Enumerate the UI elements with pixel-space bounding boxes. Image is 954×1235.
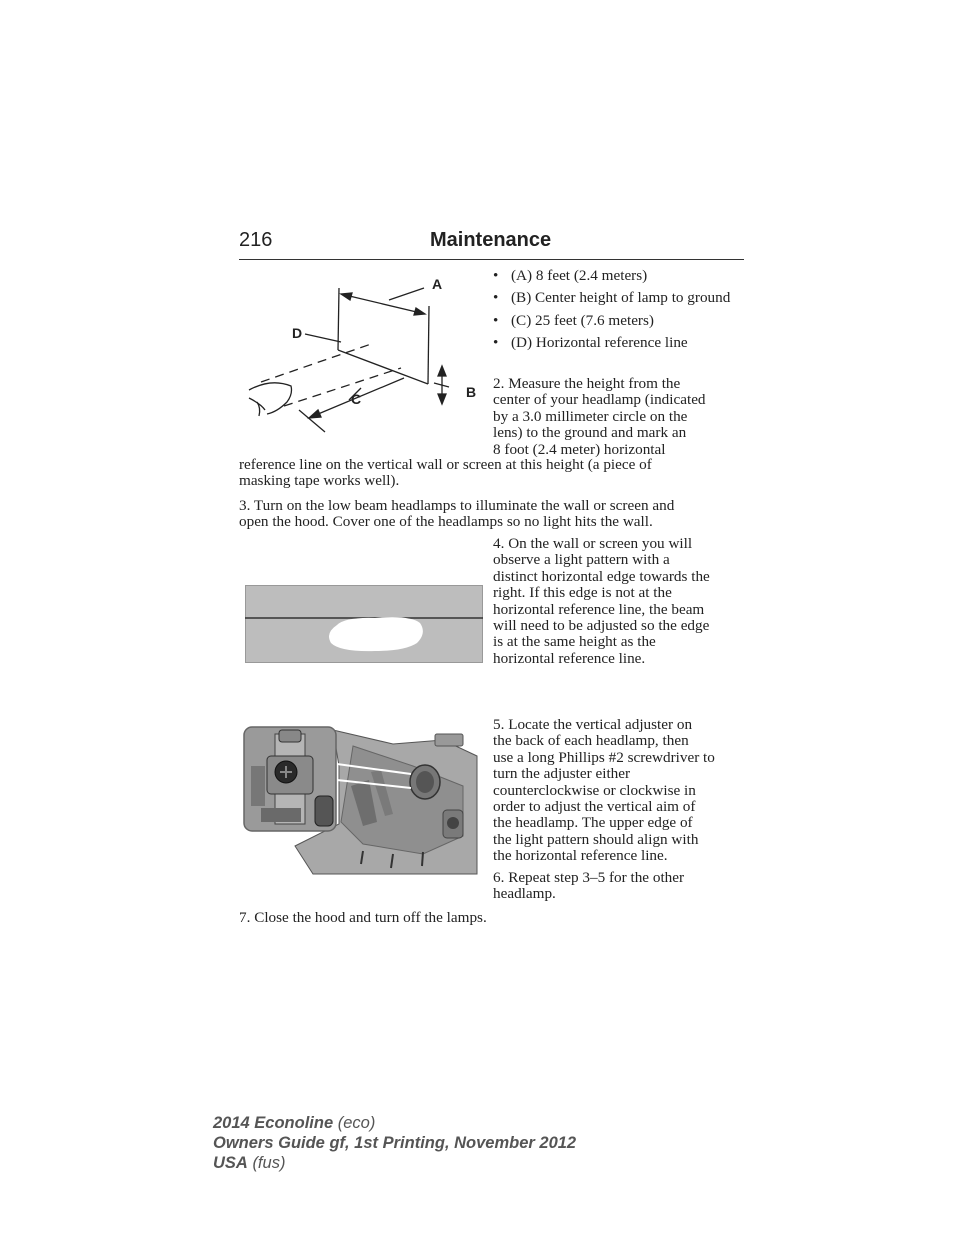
step-2-column-text: 2. Measure the height from the center of your headlamp (indicated by a 3.0 millimeter circle on the lens) to the ground and mark an 8 foot (2.4 meter) horizontal [493,375,706,458]
headlamp-aim-diagram [239,270,489,438]
footer-market-code: (fus) [252,1154,286,1172]
legend-item: • (A) 8 feet (2.4 meters) [493,267,648,284]
step-6-text: 6. Repeat step 3–5 for the other headlamp. [493,869,685,903]
legend-item: • (D) Horizontal reference line [493,334,688,352]
light-pattern-figure [245,585,483,663]
page-number: 216 [239,229,273,251]
step-7-text: 7. Close the hood and turn off the lamps. [239,909,487,926]
label-d: D [292,325,303,341]
vertical-adjuster-figure [243,726,479,876]
label-a: A [432,276,443,292]
page-header [239,229,744,260]
footer-guide: Owners Guide gf, 1st Printing, November 2012 [213,1134,577,1152]
footer-market: USA [213,1154,248,1172]
step-2-full-text: reference line on the vertical wall or screen at this height (a piece of masking tape works well). [239,456,652,490]
section-title: Maintenance [430,229,552,251]
step-5-text: 5. Locate the vertical adjuster on the back of each headlamp, then use a long Phillips #2 screwdriver to turn the adjuster either counterclockwise or clockwise in order to adjust the vertical aim of the headlamp. The upper edge of the light pattern should align with the horizontal reference line. [493,716,715,865]
legend-item: • (C) 25 feet (7.6 meters) [493,311,654,329]
legend-item: • (B) Center height of lamp to ground [493,289,731,307]
figure-legend-list [493,268,745,358]
step-3-text: 3. Turn on the low beam headlamps to illuminate the wall or screen and open the hood. Cover one of the headlamps so no light hits the wall. [239,497,675,531]
label-c: C [351,391,362,407]
label-b: B [466,384,477,400]
step-4-text: 4. On the wall or screen you will observe a light pattern with a distinct horizontal edge towards the right. If this edge is not at the horizontal reference line, the beam will need to be adjusted so the edge is at the same height as the horizontal reference line. [493,535,710,667]
page-footer [213,1113,576,1173]
footer-model-code: (eco) [337,1114,376,1132]
footer-model: 2014 Econoline [213,1114,334,1132]
